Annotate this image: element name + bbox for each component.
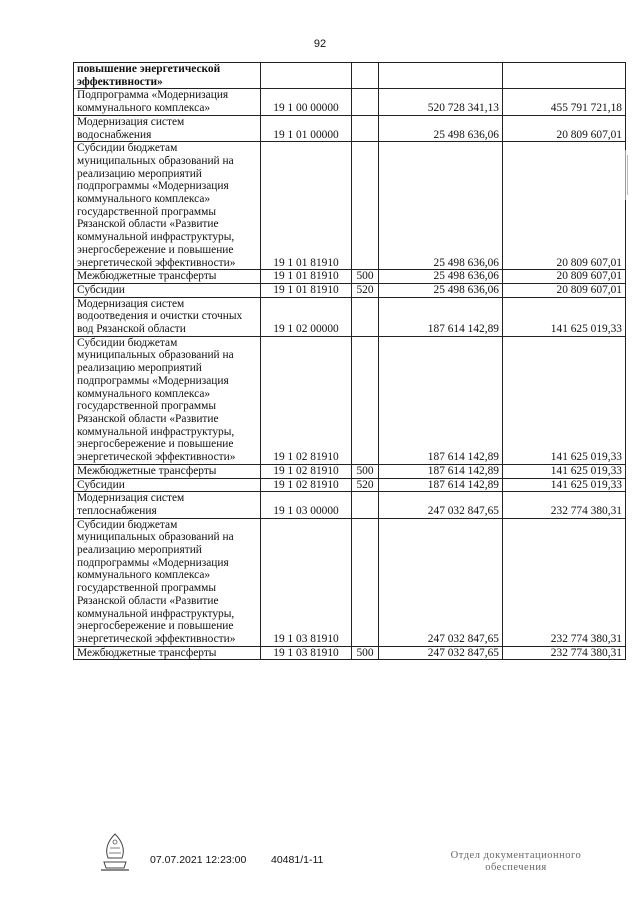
cell-amount-year2: 232 774 380,31	[503, 492, 626, 518]
page-number: 92	[313, 38, 327, 50]
cell-name: Межбюджетные трансферты	[74, 646, 261, 660]
cell-name: Модернизация систем водоснабжения	[74, 115, 261, 141]
cell-amount-year1: 25 498 636,06	[379, 270, 503, 284]
cell-name: Подпрограмма «Модернизация коммунального комплекса»	[74, 89, 261, 115]
table-row	[74, 142, 626, 270]
cell-amount-year1: 25 498 636,06	[379, 115, 503, 141]
table-row	[74, 464, 626, 478]
budget-table	[73, 62, 626, 660]
emblem-logo-icon	[92, 828, 138, 876]
cell-code: 19 1 00 00000	[261, 89, 352, 115]
table-row	[74, 89, 626, 115]
cell-expense-type	[352, 89, 379, 115]
table-row	[74, 646, 626, 660]
cell-code: 19 1 02 00000	[261, 297, 352, 336]
cell-code: 19 1 01 81910	[261, 270, 352, 284]
cell-expense-type	[352, 115, 379, 141]
cell-expense-type: 500	[352, 270, 379, 284]
cell-expense-type	[352, 518, 379, 646]
cell-code: 19 1 01 81910	[261, 142, 352, 270]
cell-code: 19 1 03 00000	[261, 492, 352, 518]
table-row	[74, 336, 626, 464]
cell-code	[261, 63, 352, 89]
footer-stamp: Отдел документационного обеспечения	[450, 850, 582, 873]
budget-table-body	[74, 63, 626, 660]
cell-code: 19 1 01 00000	[261, 115, 352, 141]
cell-amount-year2	[503, 63, 626, 89]
cell-amount-year2: 141 625 019,33	[503, 297, 626, 336]
cell-amount-year1: 247 032 847,65	[379, 492, 503, 518]
cell-expense-type: 500	[352, 646, 379, 660]
cell-expense-type	[352, 336, 379, 464]
table-row	[74, 492, 626, 518]
cell-code: 19 1 03 81910	[261, 646, 352, 660]
cell-expense-type: 500	[352, 464, 379, 478]
cell-amount-year1: 187 614 142,89	[379, 297, 503, 336]
cell-expense-type: 520	[352, 478, 379, 492]
cell-name: Модернизация систем теплоснабжения	[74, 492, 261, 518]
cell-expense-type: 520	[352, 283, 379, 297]
page-footer	[0, 826, 640, 896]
cell-code: 19 1 03 81910	[261, 518, 352, 646]
cell-amount-year1: 520 728 341,13	[379, 89, 503, 115]
cell-name: Субсидии бюджетам муниципальных образований на реализацию мероприятий подпрограммы «Модернизация коммунального комплекса» государственной программы Рязанской области «Развитие коммунальной инфраструктуры, энергосбережение и повышение энергетической эффективности»	[74, 336, 261, 464]
cell-amount-year2: 141 625 019,33	[503, 478, 626, 492]
cell-name: Субсидии	[74, 478, 261, 492]
cell-amount-year2: 232 774 380,31	[503, 518, 626, 646]
cell-name: Межбюджетные трансферты	[74, 464, 261, 478]
table-row	[74, 297, 626, 336]
cell-name: Субсидии	[74, 283, 261, 297]
cell-name: Субсидии бюджетам муниципальных образований на реализацию мероприятий подпрограммы «Модернизация коммунального комплекса» государственной программы Рязанской области «Развитие коммунальной инфраструктуры, энергосбережение и повышение энергетической эффективности»	[74, 518, 261, 646]
table-row	[74, 115, 626, 141]
cell-code: 19 1 02 81910	[261, 464, 352, 478]
table-row	[74, 270, 626, 284]
cell-code: 19 1 02 81910	[261, 478, 352, 492]
cell-amount-year2: 141 625 019,33	[503, 336, 626, 464]
cell-amount-year1	[379, 63, 503, 89]
cell-amount-year2: 232 774 380,31	[503, 646, 626, 660]
cell-amount-year2: 20 809 607,01	[503, 283, 626, 297]
footer-datetime: 07.07.2021 12:23:00	[150, 854, 247, 866]
scan-edge-mark	[624, 150, 630, 200]
table-row	[74, 283, 626, 297]
cell-name: Субсидии бюджетам муниципальных образований на реализацию мероприятий подпрограммы «Модернизация коммунального комплекса» государственной программы Рязанской области «Развитие коммунальной инфраструктуры, энергосбережение и повышение энергетической эффективности»	[74, 142, 261, 270]
cell-amount-year1: 247 032 847,65	[379, 518, 503, 646]
table-row	[74, 518, 626, 646]
cell-name: повышение энергетической эффективности»	[74, 63, 261, 89]
cell-code: 19 1 02 81910	[261, 336, 352, 464]
table-row	[74, 478, 626, 492]
cell-amount-year2: 20 809 607,01	[503, 142, 626, 270]
cell-amount-year1: 187 614 142,89	[379, 336, 503, 464]
cell-amount-year1: 25 498 636,06	[379, 142, 503, 270]
cell-amount-year1: 187 614 142,89	[379, 464, 503, 478]
cell-expense-type	[352, 297, 379, 336]
cell-amount-year2: 455 791 721,18	[503, 89, 626, 115]
cell-amount-year1: 187 614 142,89	[379, 478, 503, 492]
cell-name: Межбюджетные трансферты	[74, 270, 261, 284]
cell-amount-year2: 20 809 607,01	[503, 270, 626, 284]
footer-reg-number: 40481/1-11	[271, 854, 324, 866]
table-row	[74, 63, 626, 89]
cell-code: 19 1 01 81910	[261, 283, 352, 297]
cell-amount-year1: 247 032 847,65	[379, 646, 503, 660]
cell-name: Модернизация систем водоотведения и очистки сточных вод Рязанской области	[74, 297, 261, 336]
cell-expense-type	[352, 492, 379, 518]
cell-amount-year1: 25 498 636,06	[379, 283, 503, 297]
cell-amount-year2: 141 625 019,33	[503, 464, 626, 478]
cell-expense-type	[352, 63, 379, 89]
cell-amount-year2: 20 809 607,01	[503, 115, 626, 141]
cell-expense-type	[352, 142, 379, 270]
